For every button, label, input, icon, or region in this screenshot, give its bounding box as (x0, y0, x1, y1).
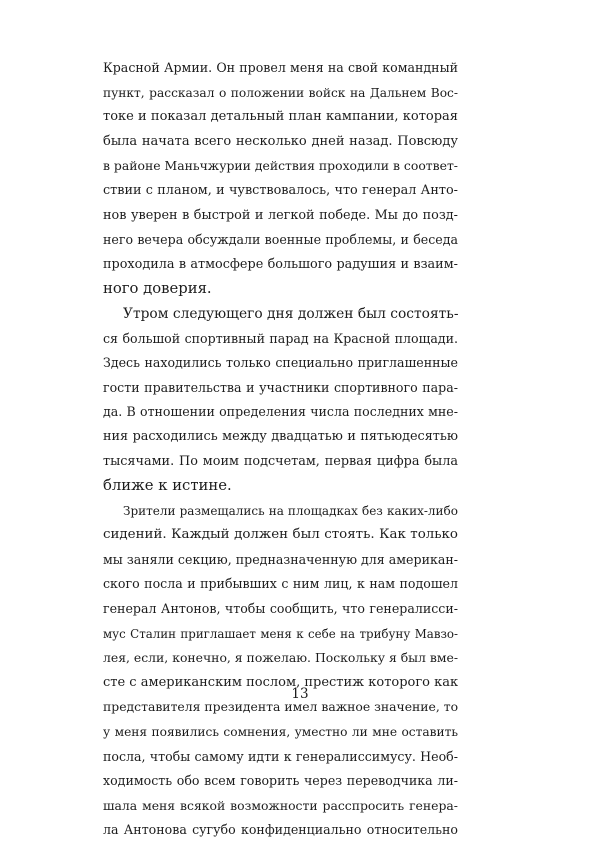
text-line: него вечера обсуждали военные проблемы, и беседа (103, 232, 458, 248)
text-line: сте с американским послом, престиж которого как (103, 674, 459, 690)
text-line: сидений. Каждый должен был стоять. Как только (103, 527, 458, 543)
text-line: была начата всего несколько дней назад. Повсюду (103, 133, 458, 149)
text-line: мы заняли секцию, предназначенную для американ- (103, 551, 458, 567)
text-line: мус Сталин приглашает меня к себе на трибуну Мавзо- (103, 626, 458, 641)
text-line: лея, если, конечно, я пожелаю. Поскольку я был вме- (103, 650, 458, 666)
text-line: Зрители размещались на площадках без каких-либо (123, 503, 458, 518)
text-line: да. В отношении определения числа последних мне- (103, 404, 458, 420)
text-line: ла Антонова сугубо конфиденциально относительно (103, 822, 458, 838)
text-line: посла, чтобы самому идти к генералиссимусу. Необ- (103, 748, 458, 764)
text-line: гости правительства и участники спортивного пара- (103, 379, 458, 395)
text-line: тысячами. По моим подсчетам, первая цифра была (103, 453, 458, 469)
text-line: токе и показал детальный план кампании, которая (103, 109, 458, 125)
text-line: генерал Антонов, чтобы сообщить, что генералисси- (103, 601, 458, 617)
text-line: ближе к истине. (103, 477, 232, 495)
text-line: в районе Маньчжурии действия проходили в соответ- (103, 158, 458, 174)
text-line: ского посла и прибывших с ним лиц, к нам подошел (103, 576, 458, 592)
page-number: 13 (291, 686, 309, 702)
text-line: Утром следующего дня должен был состоять- (123, 305, 459, 322)
text-line: нов уверен в быстрой и легкой победе. Мы до позд- (103, 207, 458, 223)
text-line: ного доверия. (103, 280, 212, 298)
text-line: ствии с планом, и чувствовалось, что генерал Анто- (103, 182, 458, 198)
text-line: Красной Армии. Он провел меня на свой командный (103, 60, 458, 75)
text-line: ния расходились между двадцатью и пятьюдесятью (103, 428, 458, 444)
text-line: у меня появились сомнения, уместно ли мне оставить (103, 725, 458, 740)
text-line: Здесь находились только специально приглашенные (103, 355, 458, 371)
body-text (103, 56, 458, 843)
text-line: шала меня всякой возможности расспросить генера- (103, 797, 458, 813)
text-line: пункт, рассказал о положении войск на Дальнем Вос- (103, 85, 458, 100)
text-line: представителя президента имел важное значение, то (103, 699, 459, 715)
text-line: ся большой спортивный парад на Красной площади. (103, 330, 458, 346)
text-line: ходимость обо всем говорить через переводчика ли- (103, 773, 458, 789)
text-line: проходила в атмосфере большого радушия и взаим- (103, 256, 458, 272)
